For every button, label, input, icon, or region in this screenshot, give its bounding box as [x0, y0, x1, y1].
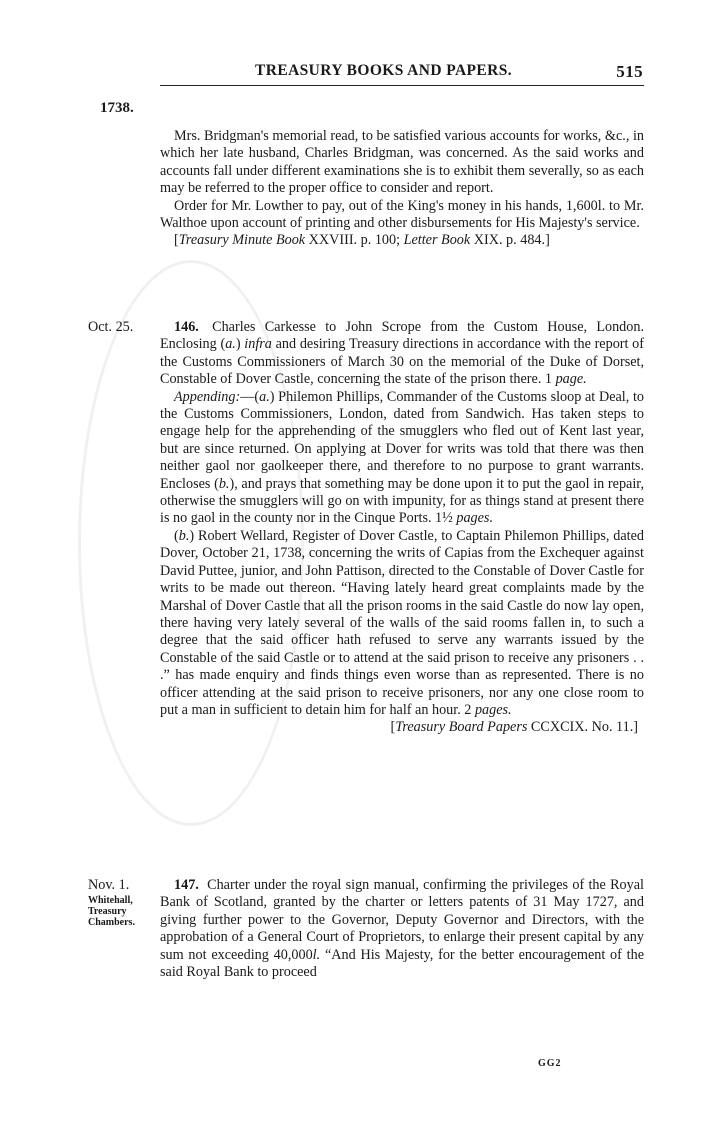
cite-bracket: [ — [390, 719, 396, 736]
entry-146-number: 146. — [174, 319, 199, 335]
cite-ref-minute: XXVIII. p. 100; — [305, 232, 404, 249]
cite-source-board: Treasury Board Papers — [395, 719, 528, 736]
entry-147-text-a: Charter under the royal sign manual, confirming the privileges of the Royal Bank of Scotland, granted by the charter or letters patents of 31 May 1727, and giving further power to the Governor, Deputy Governor and Directors, with the approbation of a General Court of Proprietors, to enlarge their present capital by any sum not exceeding 40,000 — [160, 877, 644, 963]
entry-146-letter-a: a. — [225, 336, 236, 353]
entry-146-date: Oct. 25. — [88, 319, 134, 335]
appending-b-text: ) Robert Wellard, Register of Dover Castle, to Captain Philemon Phillips, dated Dover, October 21, 1738, concerning the writs of Capias from the Exchequer against David Puttee, junior, and John Pattison, directed to the Constable of Dover Castle for writs to be made out thereon. “Having lately heard great complaints made by the Marshal of Dover Castle that all the prison rooms in the said Castle do now lay open, there having very lately several of the walls of the said rooms fallen in, to such a degree that the said officer hath refused to serve any warrants issued by the Constable of the said Castle or to attend at the said prison to receive any prisoners . . .” has made enquiry and finds things even worse than as represented. There is no officer attending at the said prison to receive prisoners, nor any one close room to put a man in sufficient to detain him for half an hour. 2 — [160, 527, 644, 718]
cite-bracket: [ — [174, 232, 179, 249]
appending-a-text2: ), and prays that something may be done upon it to put the gaol in repair, otherwise the smugglers will go on with impunity, for as things stand at present there is no gaol in the county nor in the Cinque Ports. 1½ — [160, 475, 644, 527]
entry-146-text-b: and desiring Treasury directions in accordance with the report of the Customs Commissioners of March 30 on the memorial of the Duke of Dorset, Constable of Dover Castle, concerning the state of the prison there. 1 — [160, 336, 645, 388]
appending-ref-b: b. — [218, 475, 230, 492]
entry-146-text-a2: ) — [235, 336, 245, 353]
page-number: 515 — [616, 62, 643, 81]
paragraph-bridgman-memorial: Mrs. Bridgman's memorial read, to be satisfied various accounts for works, &c., in which her late husband, Charles Bridgman, was concerned. As the said works and accounts fall under different examinations she is to exhibit them severally, so as each may be referred to the proper office to consider and report. — [160, 128, 644, 197]
cite-source-minute: Treasury Minute Book — [178, 232, 306, 249]
entry-146-page-count: page. — [555, 371, 587, 388]
entry-147-text — [160, 877, 644, 981]
appending-b-pages: pages. — [474, 701, 512, 718]
entry-147-text-b: “And His Majesty, for the better encouragement of the said Royal Bank to proceed — [160, 946, 644, 981]
entry-147-place — [88, 895, 135, 928]
lowther-order-text: Order for Mr. Lowther to pay, out of the King's money in his hands, 1,600l. to Mr. Walthoe upon account of printing and other disbursements for His Majesty's service. — [160, 197, 644, 232]
entry-146-summary — [160, 319, 644, 389]
place-line-3: Chambers. — [88, 917, 135, 928]
appending-letter-b: b. — [178, 527, 190, 544]
entry-147-number: 147. — [174, 877, 199, 893]
appending-b-open: ( — [174, 527, 179, 544]
appending-dash: —( — [240, 388, 260, 405]
appending-a-text: ) Philemon Phillips, Commander of the Customs sloop at Deal, to the Customs Commissioners, London, dated from Sandwich. Has taken steps to engage help for the apprehending of the smugglers who fled out of Kent last year, but are since returned. On applying at Dover for writs was told that there was then neither gaol nor gaolkeeper there, and therefore to no purpose to grant warrants. Encloses ( — [160, 388, 644, 492]
entry-146 — [160, 319, 644, 737]
entry-146-infra: infra — [244, 336, 272, 353]
citation-board-papers — [160, 719, 644, 736]
year-margin-note: 1738. — [100, 100, 134, 116]
appending-letter-a: a. — [259, 388, 270, 405]
entry-147 — [160, 877, 644, 981]
cite-ref-board: CCXCIX. No. 11.] — [527, 719, 638, 736]
entry-147-pound-mark: l. — [312, 946, 321, 963]
signature-mark: GG2 — [538, 1058, 562, 1069]
minute-entry-block — [160, 128, 644, 250]
entry-146-appending-a — [160, 389, 644, 528]
paragraph-lowther-order — [160, 198, 644, 233]
place-line-1: Whitehall, — [88, 895, 133, 906]
citation-minute-book — [160, 232, 644, 249]
appending-a-pages: pages. — [456, 510, 493, 527]
header-rule — [160, 85, 644, 86]
entry-146-appending-b — [160, 528, 644, 719]
place-line-2: Treasury — [88, 906, 127, 917]
running-title: TREASURY BOOKS AND PAPERS. — [255, 62, 513, 79]
entry-146-text-a: Charles Carkesse to John Scrope from the Custom House, London. Enclosing ( — [160, 319, 644, 353]
entry-147-date: Nov. 1. — [88, 877, 130, 893]
cite-source-letter: Letter Book — [403, 232, 471, 249]
cite-ref-letter: XIX. p. 484.] — [470, 232, 550, 249]
appending-label: Appending: — [174, 388, 241, 405]
